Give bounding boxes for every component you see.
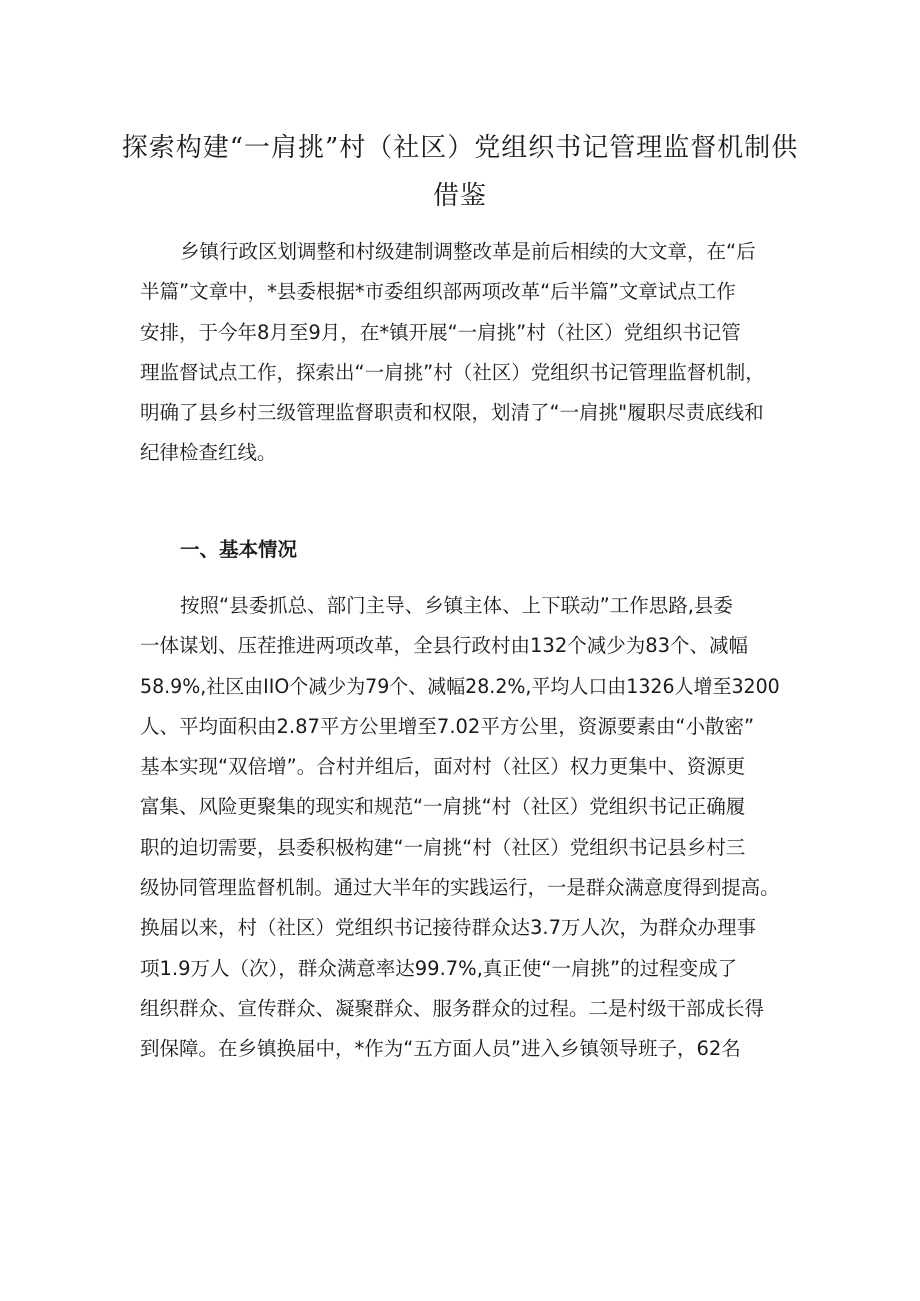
document-title: [120, 124, 800, 220]
paragraph-line: 一体谋划、压茬推进两项改革，全县行政村由132个减少为83个、减幅: [140, 634, 749, 658]
paragraph-line: 半篇”文章中，*县委根据*市委组织部两项改革“后半篇”文章试点工作: [140, 280, 736, 304]
paragraph-line: 乡镇行政区划调整和村级建制调整改革是前后相续的大文章，在“后: [180, 240, 756, 263]
paragraph-line: 基本实现“双倍增”。合村并组后，面对村（社区）权力更集中、资源更: [140, 755, 746, 779]
paragraph-line: 职的迫切需要，县委积极构建“一肩挑“村（社区）党组织书记县乡村三: [140, 835, 746, 859]
paragraph-line: 组织群众、宣传群众、凝聚群众、服务群众的过程。二是村级干部成长得: [140, 996, 765, 1020]
paragraph-line: 安排，于今年8月至9月，在*镇开展“一肩挑”村（社区）党组织书记管: [140, 320, 741, 344]
paragraph-line: 58.9%,社区由IIO个减少为79个、减幅28.2%,平均人口由1326人增至3200: [140, 674, 780, 698]
title-line: 探索构建“一肩挑”村（社区）党组织书记管理监督机制供: [121, 133, 799, 163]
paragraph-line: 人、平均面积由2.87平方公里增至7.02平方公里，资源要素由“小散密”: [140, 714, 755, 738]
section-heading: 一、基本情况: [180, 538, 298, 561]
paragraph-line: 纪律检查红线。: [140, 441, 277, 465]
intro-paragraph: [140, 232, 780, 474]
paragraph-line: 级协同管理监督机制。通过大半年的实践运行，一是群众满意度得到提高。: [140, 876, 780, 900]
paragraph-line: 换届以来，村（社区）党组织书记接待群众达3.7万人次，为群众办理事: [140, 916, 757, 940]
paragraph-line: 按照“县委抓总、部门主导、乡镇主体、上下联动”工作思路,县委: [180, 594, 733, 617]
paragraph-line: 项1.9万人（次），群众满意率达99.7%,真正使“一肩挑”的过程变成了: [140, 956, 738, 980]
paragraph-line: 到保障。在乡镇换届中，*作为“五方面人员”进入乡镇领导班子，62名: [140, 1037, 741, 1061]
paragraph-line: 富集、风险更聚集的现实和规范“一肩挑“村（社区）党组织书记正确履: [140, 795, 746, 819]
paragraph-line: 明确了县乡村三级管理监督职责和权限，划清了“一肩挑"履职尽责底线和: [140, 401, 764, 425]
section-1-paragraph: [140, 586, 780, 1070]
paragraph-line: 理监督试点工作，探索出“一肩挑”村（社区）党组织书记管理监督机制，: [140, 360, 765, 384]
title-line: 借鉴: [432, 181, 487, 211]
